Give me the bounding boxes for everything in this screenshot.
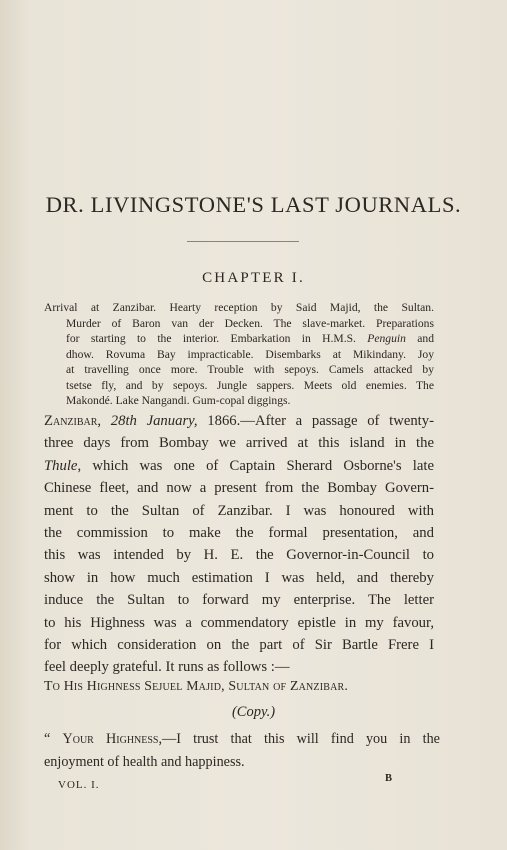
summary-line: tsetse fly, and by sepoys. Jungle sappers. Meets old enemies. The [66,378,434,392]
entry-line: feel deeply grateful. It runs as follows :— [44,659,290,676]
entry-line: Thule, which was one of Captain Sherard Osborne's late [44,457,434,474]
copy-note: (Copy.) [231,704,276,720]
entry-line: the commission to make the formal presentation, and [44,525,434,542]
entry-line: show in how much estimation I was held, and thereby [44,569,434,586]
summary-line: Arrival at Zanzibar. Hearty reception by Said Majid, the Sultan. [44,301,434,314]
summary-line: Murder of Baron van der Decken. The slave-market. Preparations [66,316,434,330]
entry-line: ment to the Sultan of Zanzibar. I was honoured with [44,502,434,519]
letter-line: enjoyment of health and happiness. [44,753,245,770]
summary-line: dhow. Rovuma Bay impracticable. Disembarks at Mikindany. Joy [66,347,434,361]
title-rule [187,241,299,242]
entry-line: this was intended by H. E. the Governor-in-Council to [44,547,434,564]
entry-line: to his Highness was a commendatory epistle in my favour, [44,614,434,631]
entry-line: for which consideration on the part of Sir Bartle Frere I [44,637,434,654]
entry-line: Zanzibar, 28th January, 1866.—After a passage of twenty- [44,413,434,429]
chapter-summary [44,300,434,409]
entry-line: three days from Bombay we arrived at this island in the [44,435,434,452]
summary-line: for starting to the interior. Embarkation in H.M.S. Penguin and [66,332,434,345]
volume-mark: VOL. I. [58,779,100,791]
entry-line: induce the Sultan to forward my enterprise. The letter [44,592,434,609]
letter-opening [44,728,440,773]
letter-line: “ Your Highness,—I trust that this will find you in the [44,731,440,747]
chapter-heading: CHAPTER I. [202,270,305,286]
summary-line: Makondé. Lake Nangandi. Gum-copal diggings. [66,394,291,407]
signature-mark: B [385,773,393,784]
running-title: DR. LIVINGSTONE'S LAST JOURNALS. [45,192,462,217]
summary-line: at travelling once more. Trouble with sepoys. Camels attacked by [66,363,434,376]
entry-line: Chinese fleet, and now a present from the Bombay Govern- [44,480,434,497]
letter-addressee: To His Highness Sejuel Majid, Sultan of Zanzibar. [44,678,349,693]
journal-entry [44,410,434,679]
